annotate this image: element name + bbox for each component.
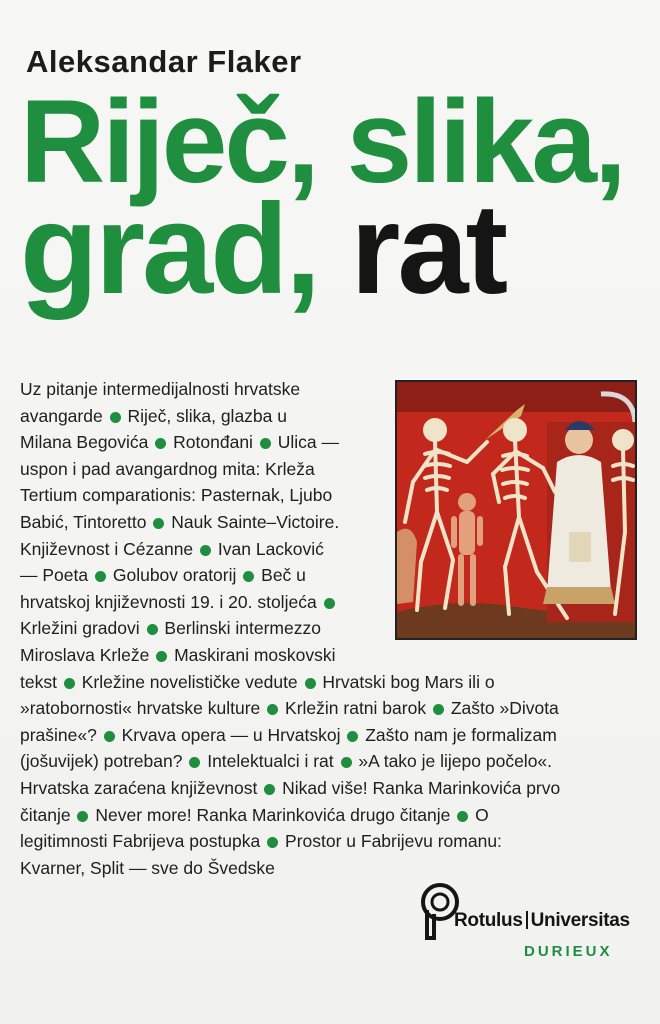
publisher-name <box>454 910 630 932</box>
contents-line <box>20 536 650 563</box>
contents-item: hrvatskoj književnosti 19. i 20. stoljeća <box>20 591 317 612</box>
contents-item: (jošuvijek) potreban? <box>20 751 183 772</box>
publisher-imprint: DURIEUX <box>524 943 613 960</box>
title-word-rat: rat <box>350 177 506 321</box>
contents-item: Golubov oratorij <box>112 565 237 586</box>
contents-item: Maskirani moskovski <box>174 644 336 665</box>
title-line-2 <box>20 177 650 321</box>
bullet-dot-icon <box>189 757 200 768</box>
bullet-dot-icon <box>147 624 158 635</box>
contents-line <box>20 482 650 509</box>
contents-item: Babić, Tintoretto <box>20 511 147 532</box>
contents-line <box>20 562 650 589</box>
bullet-dot-icon <box>64 678 75 689</box>
contents-item: O <box>475 804 489 825</box>
contents-item: »A tako je lijepo počelo«. <box>358 751 553 772</box>
bullet-dot-icon <box>243 571 254 582</box>
contents-item: tekst <box>20 671 57 692</box>
contents-line <box>20 722 650 749</box>
contents-item: Tertium comparationis: Pasternak, Ljubo <box>20 485 333 506</box>
publisher-name-universitas: Universitas <box>530 910 630 931</box>
contents-line <box>20 429 650 456</box>
contents-item: Hrvatska zaraćena književnost <box>20 777 258 798</box>
contents-item: Ivan Lacković <box>217 538 324 559</box>
bullet-dot-icon <box>260 438 271 449</box>
contents-item: Nikad više! Ranka Marinkovića prvo <box>282 777 561 798</box>
contents-line <box>20 403 650 430</box>
book-title <box>20 76 650 321</box>
contents-item: Krvava opera — u Hrvatskoj <box>121 724 341 745</box>
title-line-1: Riječ, slika, <box>20 76 624 208</box>
bullet-dot-icon <box>267 837 278 848</box>
bullet-dot-icon <box>264 784 275 795</box>
bullet-dot-icon <box>267 704 278 715</box>
contents-item: Zašto »Divota <box>450 698 559 719</box>
contents-line <box>20 456 650 483</box>
contents-item: avangarde <box>20 405 103 426</box>
contents-line <box>20 855 650 882</box>
bullet-dot-icon <box>347 731 358 742</box>
contents-item: Krležin ratni barok <box>285 698 427 719</box>
bullet-dot-icon <box>155 438 166 449</box>
contents-line <box>20 669 650 696</box>
contents-item: Kvarner, Split — sve do Švedske <box>20 857 275 878</box>
bullet-dot-icon <box>324 598 335 609</box>
contents-item: Krležini gradovi <box>20 618 140 639</box>
contents-line <box>20 615 650 642</box>
contents-item: Hrvatski bog Mars ili o <box>322 671 495 692</box>
bullet-dot-icon <box>156 651 167 662</box>
contents-item: »ratobornosti« hrvatske kulture <box>20 698 261 719</box>
contents-item: Književnost i Cézanne <box>20 538 194 559</box>
bullet-dot-icon <box>200 545 211 556</box>
contents-item: Zašto nam je formalizam <box>365 724 557 745</box>
publisher-block <box>418 880 642 970</box>
contents-item: Berlinski intermezzo <box>164 618 321 639</box>
publisher-name-rotulus: Rotulus <box>454 910 523 931</box>
contents-item: Miroslava Krleže <box>20 644 150 665</box>
bullet-dot-icon <box>153 518 164 529</box>
contents-item: Intelektualci i rat <box>207 751 334 772</box>
contents-item: čitanje <box>20 804 71 825</box>
contents-line <box>20 509 650 536</box>
contents-item: prašine«? <box>20 724 97 745</box>
contents-item: Krležine novelističke vedute <box>81 671 298 692</box>
contents-item: Nauk Sainte–Victoire. <box>171 511 340 532</box>
bullet-dot-icon <box>433 704 444 715</box>
contents-line <box>20 642 650 669</box>
bullet-dot-icon <box>110 412 121 423</box>
contents-item: Riječ, slika, glazba u <box>127 405 287 426</box>
contents-line <box>20 748 650 775</box>
contents-item: — Poeta <box>20 565 89 586</box>
bullet-dot-icon <box>341 757 352 768</box>
contents-line <box>20 775 650 802</box>
contents-line <box>20 589 650 616</box>
contents-item: Beč u <box>261 565 306 586</box>
contents-item: Ulica — <box>277 432 339 453</box>
author-name: Aleksandar Flaker <box>26 44 302 79</box>
contents-item: uspon i pad avangardnog mita: Krleža <box>20 458 315 479</box>
contents-item: Rotonđani <box>173 432 253 453</box>
bullet-dot-icon <box>305 678 316 689</box>
publisher-separator <box>526 911 528 929</box>
title-word-grad: grad, <box>20 177 318 321</box>
bullet-dot-icon <box>457 811 468 822</box>
contents-item: legitimnosti Fabrijeva postupka <box>20 831 261 852</box>
contents-line <box>20 376 650 403</box>
contents-line <box>20 828 650 855</box>
bullet-dot-icon <box>104 731 115 742</box>
contents-item: Never more! Ranka Marinkovića drugo čitanje <box>95 804 451 825</box>
contents-line <box>20 695 650 722</box>
contents-list <box>20 376 650 881</box>
bullet-dot-icon <box>95 571 106 582</box>
contents-item: Uz pitanje intermedijalnosti hrvatske <box>20 379 301 399</box>
contents-item: Prostor u Fabrijevu romanu: <box>285 831 502 852</box>
contents-line <box>20 802 650 829</box>
contents-item: Milana Begovića <box>20 432 149 453</box>
bullet-dot-icon <box>77 811 88 822</box>
